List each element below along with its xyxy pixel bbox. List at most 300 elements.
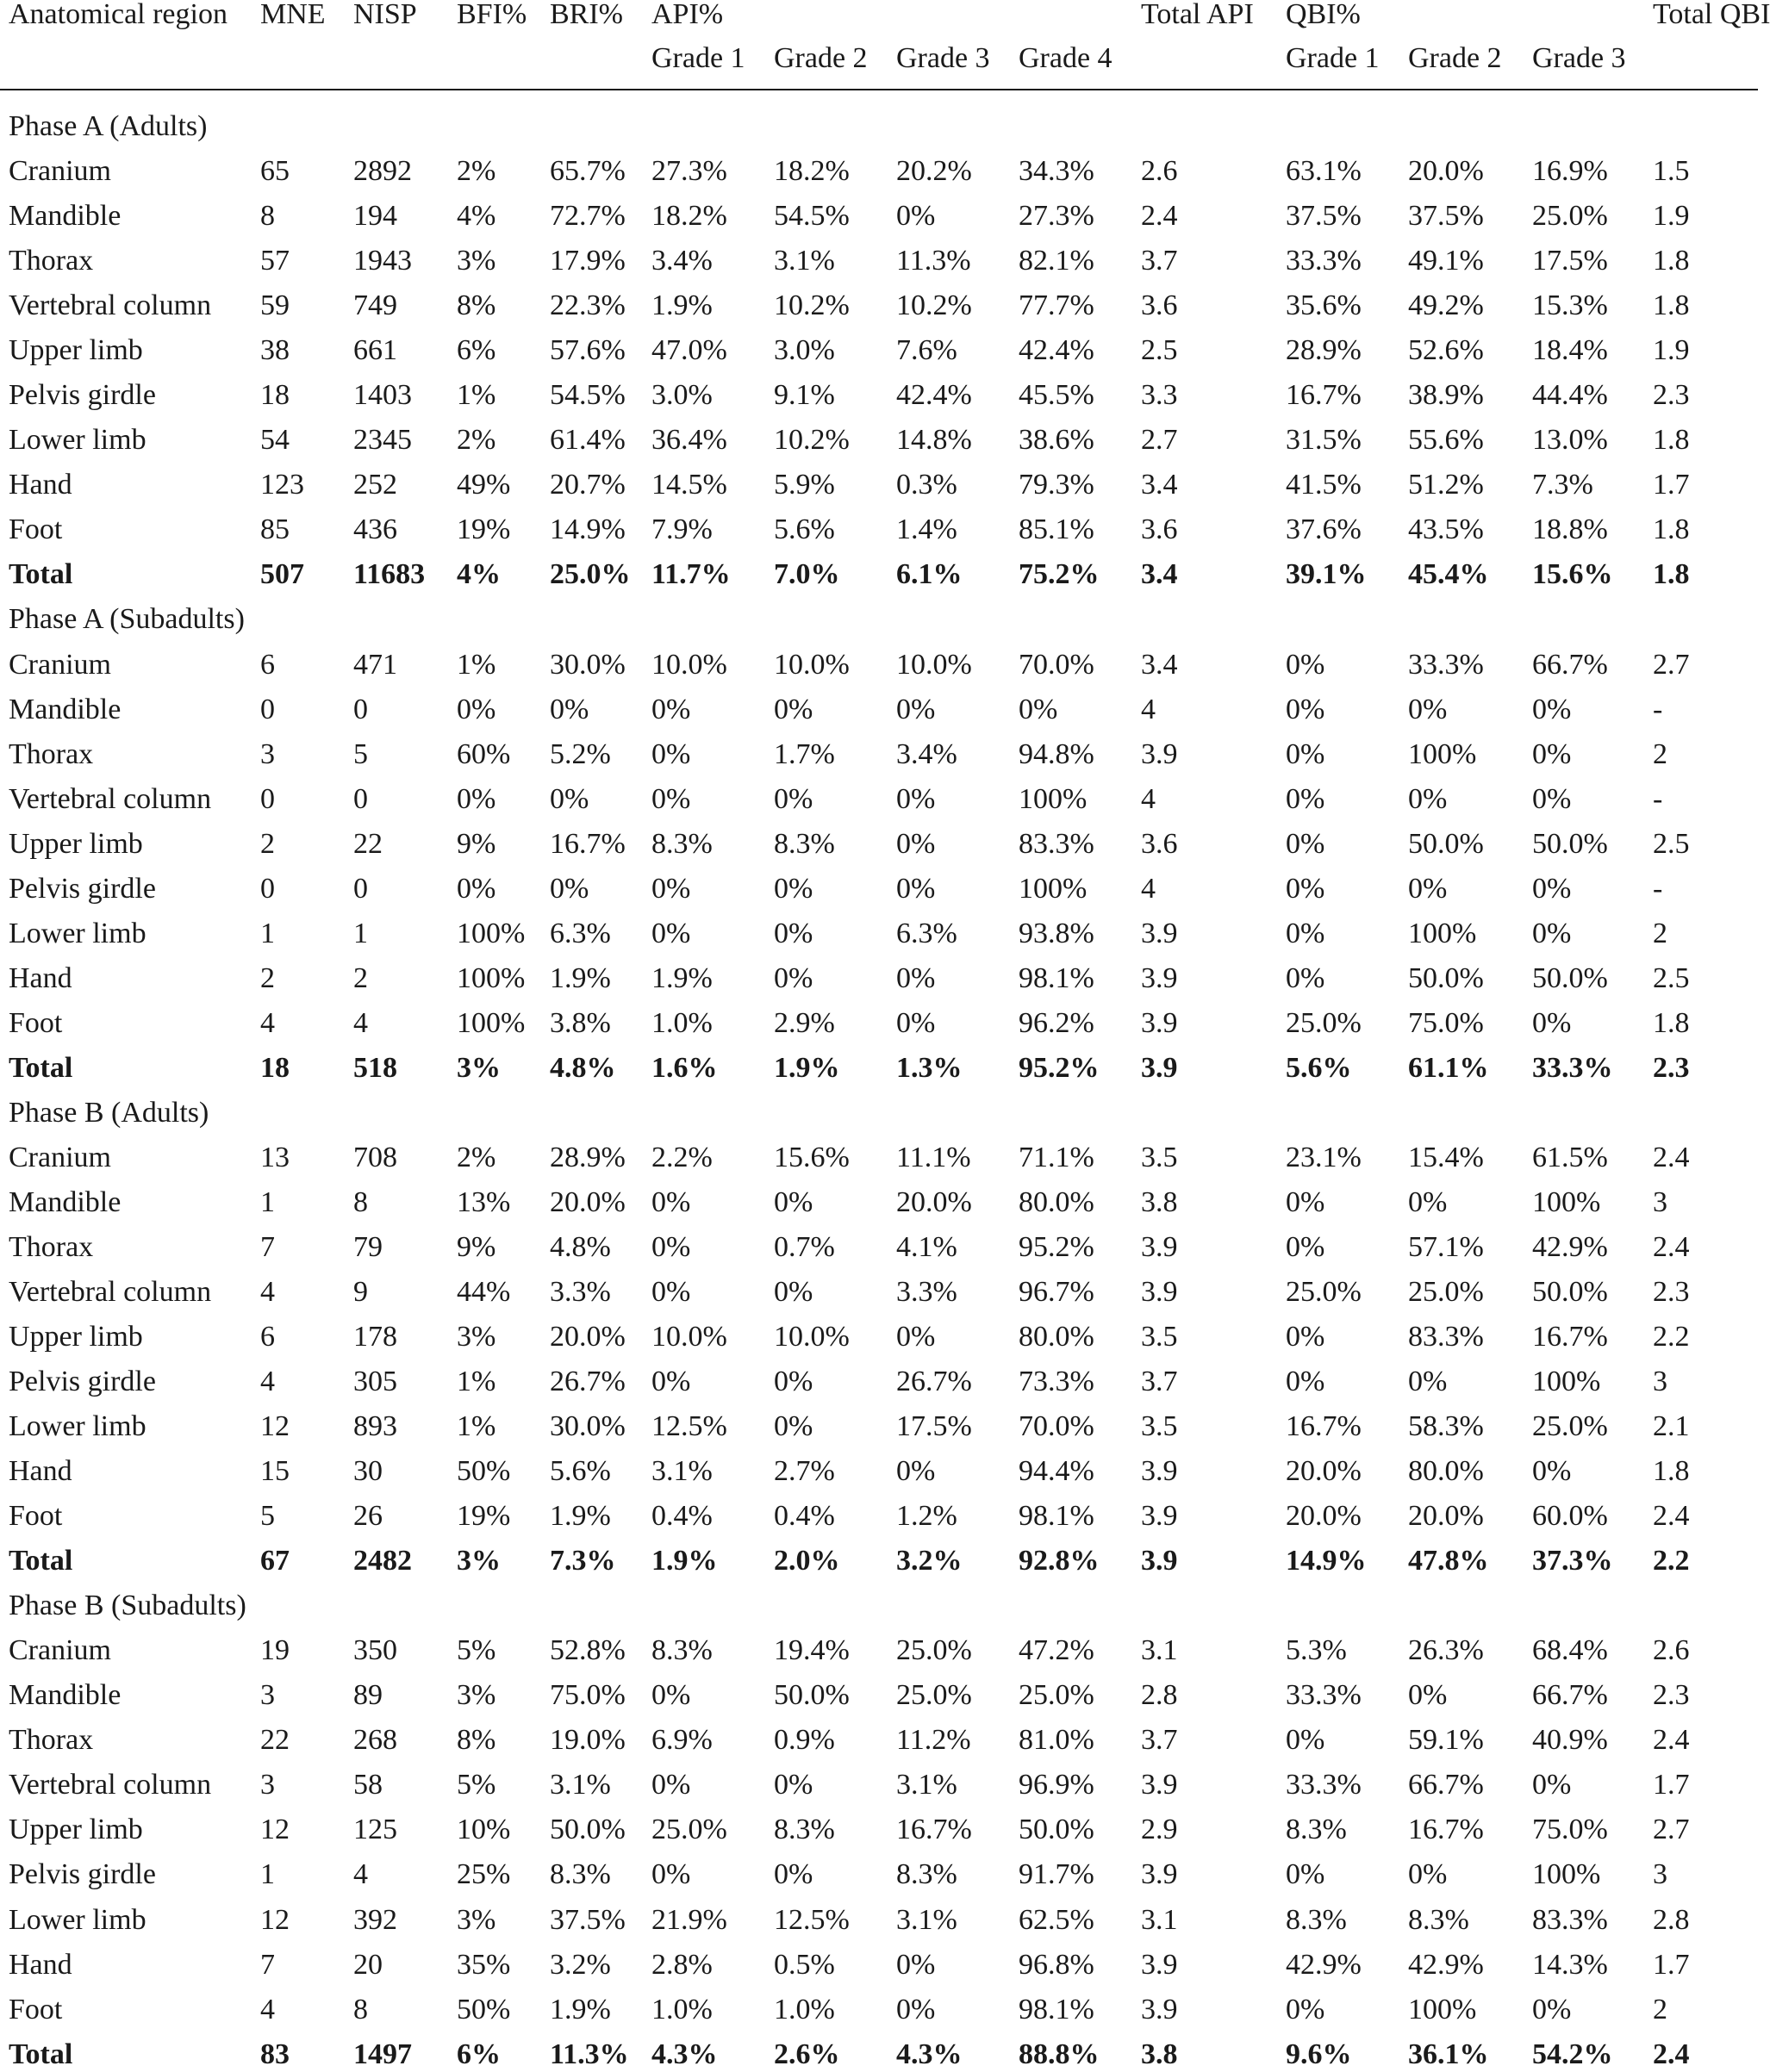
- total-cell: 4%: [457, 558, 501, 591]
- column-subheader: Grade 3: [896, 41, 990, 74]
- table-cell: 2.1: [1653, 1410, 1690, 1443]
- table-cell: 3.1%: [896, 1903, 957, 1936]
- total-cell: 2.4: [1653, 2038, 1690, 2070]
- table-cell: 50%: [457, 1455, 511, 1488]
- table-cell: 98.1%: [1019, 1993, 1094, 2025]
- table-cell: 0%: [1286, 1858, 1325, 1891]
- total-cell: 1.8: [1653, 558, 1690, 591]
- table-cell: 77.7%: [1019, 289, 1094, 322]
- table-cell: 73.3%: [1019, 1366, 1094, 1398]
- table-cell: 0%: [1532, 737, 1572, 770]
- table-cell: 6%: [457, 334, 496, 367]
- table-cell: 11.1%: [896, 1141, 971, 1173]
- table-cell: 100%: [1408, 917, 1477, 949]
- table-cell: 392: [353, 1903, 397, 1936]
- column-header: Anatomical region: [9, 0, 227, 31]
- table-cell: 96.2%: [1019, 1006, 1094, 1039]
- table-cell: 45.5%: [1019, 379, 1094, 412]
- row-label: Pelvis girdle: [9, 1366, 156, 1398]
- table-cell: 2.4: [1653, 1230, 1690, 1263]
- table-cell: 3.5: [1141, 1321, 1178, 1353]
- total-cell: 2.6%: [774, 2038, 840, 2070]
- table-cell: 893: [353, 1410, 397, 1443]
- table-cell: 47.0%: [651, 334, 727, 367]
- table-cell: 20.0%: [550, 1321, 626, 1353]
- table-cell: 1.9%: [550, 961, 611, 994]
- row-label: Hand: [9, 1948, 72, 1981]
- table-cell: 42.9%: [1286, 1948, 1362, 1981]
- table-cell: 54.5%: [774, 200, 850, 233]
- table-cell: 1.0%: [651, 1993, 713, 2025]
- table-cell: 2.6: [1141, 155, 1178, 188]
- table-cell: 60%: [457, 737, 511, 770]
- table-cell: 47.2%: [1019, 1634, 1094, 1667]
- table-cell: 100%: [457, 961, 526, 994]
- table-cell: 2%: [457, 424, 496, 457]
- row-label: Lower limb: [9, 1410, 146, 1443]
- table-cell: 3.1%: [774, 245, 835, 277]
- table-cell: 14.8%: [896, 424, 972, 457]
- total-cell: 95.2%: [1019, 1051, 1100, 1084]
- table-cell: 19.0%: [550, 1724, 626, 1757]
- column-header: Total API: [1141, 0, 1254, 31]
- table-cell: 25.0%: [1532, 1410, 1608, 1443]
- table-cell: 0%: [550, 693, 589, 725]
- table-cell: 0.4%: [651, 1500, 713, 1533]
- table-cell: 66.7%: [1408, 1769, 1484, 1801]
- table-cell: 3.9: [1141, 917, 1178, 949]
- table-cell: 0%: [550, 782, 589, 815]
- table-cell: 1943: [353, 245, 412, 277]
- table-cell: 3.1: [1141, 1634, 1178, 1667]
- total-cell: 1497: [353, 2038, 412, 2070]
- section-title: Phase A (Adults): [9, 110, 208, 143]
- table-cell: 0%: [896, 1321, 936, 1353]
- table-cell: 61.5%: [1532, 1141, 1608, 1173]
- table-cell: 13: [260, 1141, 290, 1173]
- table-cell: 26: [353, 1500, 383, 1533]
- table-cell: 0%: [774, 1769, 813, 1801]
- row-label: Pelvis girdle: [9, 872, 156, 905]
- table-cell: 52.6%: [1408, 334, 1484, 367]
- table-cell: 10.0%: [774, 1321, 850, 1353]
- table-cell: 79: [353, 1230, 383, 1263]
- table-cell: 1.9%: [651, 961, 713, 994]
- table-cell: 0%: [896, 1455, 936, 1488]
- total-cell: 3.4: [1141, 558, 1178, 591]
- table-cell: 3.5: [1141, 1410, 1178, 1443]
- table-cell: 2%: [457, 1141, 496, 1173]
- table-cell: 350: [353, 1634, 397, 1667]
- column-header: API%: [651, 0, 724, 31]
- total-cell: 3%: [457, 1051, 501, 1084]
- table-cell: 52.8%: [550, 1634, 626, 1667]
- table-cell: 0%: [896, 827, 936, 860]
- table-cell: 27.3%: [651, 155, 727, 188]
- table-cell: 42.4%: [1019, 334, 1094, 367]
- table-cell: 7.6%: [896, 334, 957, 367]
- total-cell: 15.6%: [1532, 558, 1613, 591]
- table-cell: 85: [260, 513, 290, 546]
- table-cell: 2.4: [1653, 1724, 1690, 1757]
- table-cell: 0%: [1286, 1724, 1325, 1757]
- column-subheader: Grade 4: [1019, 41, 1112, 74]
- table-cell: 51.2%: [1408, 469, 1484, 501]
- table-cell: 3.9: [1141, 1500, 1178, 1533]
- table-cell: 20.0%: [896, 1185, 972, 1218]
- table-cell: 0%: [1532, 1455, 1572, 1488]
- row-label: Mandible: [9, 1185, 122, 1218]
- table-cell: 3.4%: [651, 245, 713, 277]
- table-cell: 0%: [1408, 1679, 1448, 1712]
- table-cell: 4: [260, 1993, 275, 2025]
- table-cell: 17.5%: [1532, 245, 1608, 277]
- table-cell: 14.9%: [550, 513, 626, 546]
- column-header: QBI%: [1286, 0, 1361, 31]
- table-cell: 0: [353, 782, 368, 815]
- table-cell: 3.9: [1141, 1858, 1178, 1891]
- table-cell: 7: [260, 1948, 275, 1981]
- table-cell: 2.7%: [774, 1455, 835, 1488]
- table-cell: 2: [260, 961, 275, 994]
- table-cell: 0%: [1532, 1006, 1572, 1039]
- table-cell: 20.2%: [896, 155, 972, 188]
- table-cell: 9: [353, 1276, 368, 1309]
- table-cell: 1%: [457, 648, 496, 681]
- table-cell: 19.4%: [774, 1634, 850, 1667]
- row-label: Hand: [9, 469, 72, 501]
- total-cell: 3.9: [1141, 1545, 1178, 1577]
- table-cell: 1.9%: [651, 289, 713, 322]
- row-label: Thorax: [9, 737, 94, 770]
- table-cell: 5.6%: [774, 513, 835, 546]
- row-label: Thorax: [9, 1230, 94, 1263]
- table-cell: 2.6: [1653, 1634, 1690, 1667]
- table-cell: 0%: [774, 1276, 813, 1309]
- table-cell: 8%: [457, 289, 496, 322]
- table-cell: 50.0%: [1532, 961, 1608, 994]
- table-cell: 16.7%: [1286, 379, 1362, 412]
- table-cell: 0%: [651, 737, 691, 770]
- table-cell: 2.8%: [651, 1948, 713, 1981]
- table-cell: 100%: [1019, 782, 1088, 815]
- table-cell: 50.0%: [550, 1814, 626, 1846]
- table-cell: 50.0%: [774, 1679, 850, 1712]
- table-cell: 79.3%: [1019, 469, 1094, 501]
- table-cell: 0%: [1408, 1185, 1448, 1218]
- table-cell: 0%: [1408, 1366, 1448, 1398]
- table-cell: 3.1%: [651, 1455, 713, 1488]
- table-cell: 3.7: [1141, 245, 1178, 277]
- table-cell: 8.3%: [550, 1858, 611, 1891]
- table-cell: 0%: [896, 961, 936, 994]
- table-cell: 0%: [1286, 648, 1325, 681]
- table-cell: 5.2%: [550, 737, 611, 770]
- table-cell: 1.8: [1653, 513, 1690, 546]
- row-label: Thorax: [9, 1724, 94, 1757]
- table-cell: 30: [353, 1455, 383, 1488]
- table-cell: 0.4%: [774, 1500, 835, 1533]
- table-cell: 54.5%: [550, 379, 626, 412]
- table-cell: 10.0%: [651, 648, 727, 681]
- table-cell: 0: [353, 693, 368, 725]
- total-cell: 518: [353, 1051, 397, 1084]
- table-cell: 1: [353, 917, 368, 949]
- section-title: Phase B (Subadults): [9, 1590, 246, 1622]
- table-cell: 16.7%: [1408, 1814, 1484, 1846]
- table-cell: 2.5: [1653, 961, 1690, 994]
- table-cell: -: [1653, 693, 1663, 725]
- table-cell: 4: [1141, 693, 1156, 725]
- table-cell: 50.0%: [1019, 1814, 1094, 1846]
- table-cell: 3.9: [1141, 737, 1178, 770]
- table-cell: 38.6%: [1019, 424, 1094, 457]
- table-cell: 20.0%: [550, 1185, 626, 1218]
- table-cell: 0%: [1286, 737, 1325, 770]
- table-cell: 6.9%: [651, 1724, 713, 1757]
- table-cell: 15.3%: [1532, 289, 1608, 322]
- table-cell: 25.0%: [1286, 1006, 1362, 1039]
- table-cell: 1.4%: [896, 513, 957, 546]
- total-cell: 3.8: [1141, 2038, 1178, 2070]
- total-cell: 9.6%: [1286, 2038, 1352, 2070]
- table-cell: 8.3%: [651, 827, 713, 860]
- table-cell: 20: [353, 1948, 383, 1981]
- table-cell: 268: [353, 1724, 397, 1757]
- table-cell: 100%: [1532, 1185, 1601, 1218]
- table-cell: 19%: [457, 513, 511, 546]
- table-cell: 63.1%: [1286, 155, 1362, 188]
- row-label: Cranium: [9, 648, 111, 681]
- row-label: Foot: [9, 1006, 63, 1039]
- table-cell: 0%: [1019, 693, 1058, 725]
- row-label: Foot: [9, 1993, 63, 2025]
- table-cell: 21.9%: [651, 1903, 727, 1936]
- table-cell: 0%: [457, 693, 496, 725]
- table-cell: 61.4%: [550, 424, 626, 457]
- table-cell: 0%: [896, 872, 936, 905]
- total-cell: 1.9%: [774, 1051, 840, 1084]
- table-cell: 94.8%: [1019, 737, 1094, 770]
- table-cell: 57: [260, 245, 290, 277]
- table-cell: 82.1%: [1019, 245, 1094, 277]
- table-cell: 2.3: [1653, 379, 1690, 412]
- table-cell: 20.0%: [1408, 155, 1484, 188]
- table-cell: 0: [260, 872, 275, 905]
- total-cell: 11.7%: [651, 558, 731, 591]
- table-cell: 75.0%: [1532, 1814, 1608, 1846]
- table-cell: 18.2%: [774, 155, 850, 188]
- table-cell: 0%: [1286, 961, 1325, 994]
- table-cell: 100%: [1408, 737, 1477, 770]
- table-cell: 3.8%: [550, 1006, 611, 1039]
- table-cell: 18.2%: [651, 200, 727, 233]
- table-cell: 1.8: [1653, 1455, 1690, 1488]
- table-cell: 50.0%: [1532, 827, 1608, 860]
- table-cell: 0: [260, 782, 275, 815]
- table-cell: 5.9%: [774, 469, 835, 501]
- table-cell: 3.9: [1141, 1006, 1178, 1039]
- table-cell: 16.9%: [1532, 155, 1608, 188]
- table-cell: 22: [260, 1724, 290, 1757]
- total-cell: 67: [260, 1545, 290, 1577]
- table-cell: 10.0%: [774, 648, 850, 681]
- table-cell: 3.9: [1141, 961, 1178, 994]
- table-cell: 6.3%: [550, 917, 611, 949]
- table-cell: 10%: [457, 1814, 511, 1846]
- table-cell: 98.1%: [1019, 1500, 1094, 1533]
- table-cell: 30.0%: [550, 648, 626, 681]
- table-cell: 85.1%: [1019, 513, 1094, 546]
- table-cell: 252: [353, 469, 397, 501]
- table-cell: 33.3%: [1286, 245, 1362, 277]
- row-label: Mandible: [9, 200, 122, 233]
- column-subheader: Grade 1: [1286, 41, 1380, 74]
- total-cell: 61.1%: [1408, 1051, 1489, 1084]
- row-label: Mandible: [9, 693, 122, 725]
- table-cell: 83.3%: [1019, 827, 1094, 860]
- table-cell: 4.1%: [896, 1230, 957, 1263]
- table-cell: 0%: [651, 782, 691, 815]
- column-subheader: Grade 1: [651, 41, 745, 74]
- table-cell: 0%: [896, 1006, 936, 1039]
- total-cell: 3%: [457, 1545, 501, 1577]
- table-cell: 1.9%: [550, 1993, 611, 2025]
- table-cell: 2345: [353, 424, 412, 457]
- table-cell: 7: [260, 1230, 275, 1263]
- row-label: Cranium: [9, 155, 111, 188]
- table-cell: 0%: [1408, 872, 1448, 905]
- total-cell: 14.9%: [1286, 1545, 1367, 1577]
- total-cell: 7.3%: [550, 1545, 616, 1577]
- table-cell: 0%: [896, 693, 936, 725]
- table-cell: 28.9%: [550, 1141, 626, 1173]
- table-cell: 8.3%: [1286, 1903, 1347, 1936]
- table-cell: 93.8%: [1019, 917, 1094, 949]
- table-cell: 3.3%: [896, 1276, 957, 1309]
- table-cell: 14.3%: [1532, 1948, 1608, 1981]
- table-cell: 9.1%: [774, 379, 835, 412]
- table-cell: 2.5: [1141, 334, 1178, 367]
- total-cell: 11.3%: [550, 2038, 629, 2070]
- table-cell: 1.0%: [651, 1006, 713, 1039]
- table-cell: 10.2%: [774, 424, 850, 457]
- table-cell: 98.1%: [1019, 961, 1094, 994]
- table-cell: 0%: [651, 1679, 691, 1712]
- table-cell: 471: [353, 648, 397, 681]
- table-cell: 3.3%: [550, 1276, 611, 1309]
- table-cell: 2: [1653, 917, 1667, 949]
- table-cell: 71.1%: [1019, 1141, 1094, 1173]
- table-cell: 749: [353, 289, 397, 322]
- table-cell: 3: [260, 1679, 275, 1712]
- table-cell: 55.6%: [1408, 424, 1484, 457]
- table-cell: 26.7%: [896, 1366, 972, 1398]
- table-cell: 0%: [651, 917, 691, 949]
- table-cell: 25.0%: [896, 1679, 972, 1712]
- table-cell: 5: [353, 737, 368, 770]
- table-cell: 2.3: [1653, 1276, 1690, 1309]
- table-cell: 3.1%: [896, 1769, 957, 1801]
- table-cell: 37.5%: [1408, 200, 1484, 233]
- table-cell: 2.2%: [651, 1141, 713, 1173]
- table-cell: 0: [260, 693, 275, 725]
- table-cell: 13%: [457, 1185, 511, 1218]
- table-cell: 2.8: [1141, 1679, 1178, 1712]
- table-cell: 4: [1141, 872, 1156, 905]
- table-cell: 1.9: [1653, 200, 1690, 233]
- table-cell: 37.6%: [1286, 513, 1362, 546]
- table-cell: 41.5%: [1286, 469, 1362, 501]
- table-cell: 123: [260, 469, 304, 501]
- total-cell: 1.9%: [651, 1545, 718, 1577]
- table-cell: 30.0%: [550, 1410, 626, 1443]
- total-cell: 4.3%: [896, 2038, 963, 2070]
- table-cell: 0.7%: [774, 1230, 835, 1263]
- table-cell: 18: [260, 379, 290, 412]
- table-cell: 125: [353, 1814, 397, 1846]
- table-cell: 8.3%: [1286, 1814, 1347, 1846]
- table-cell: 12: [260, 1903, 290, 1936]
- row-label: Cranium: [9, 1141, 111, 1173]
- table-cell: 18.4%: [1532, 334, 1608, 367]
- table-cell: 7.9%: [651, 513, 713, 546]
- table-cell: 2.7: [1653, 648, 1690, 681]
- table-cell: 66.7%: [1532, 1679, 1608, 1712]
- table-cell: 194: [353, 200, 397, 233]
- total-label: Total: [9, 1545, 73, 1577]
- total-cell: 25.0%: [550, 558, 631, 591]
- table-cell: 49.1%: [1408, 245, 1484, 277]
- total-cell: 4.8%: [550, 1051, 616, 1084]
- table-cell: 80.0%: [1408, 1455, 1484, 1488]
- table-cell: 3.0%: [651, 379, 713, 412]
- table-cell: 0%: [457, 782, 496, 815]
- table-cell: 3.7: [1141, 1724, 1178, 1757]
- table-cell: 50%: [457, 1993, 511, 2025]
- table-cell: 9%: [457, 1230, 496, 1263]
- table-cell: 10.2%: [896, 289, 972, 322]
- table-cell: 1: [260, 1858, 275, 1891]
- table-cell: -: [1653, 872, 1663, 905]
- table-cell: 8: [260, 200, 275, 233]
- table-cell: 3%: [457, 245, 496, 277]
- table-cell: 66.7%: [1532, 648, 1608, 681]
- table-cell: 2.9: [1141, 1814, 1178, 1846]
- table-cell: 0%: [1286, 917, 1325, 949]
- table-cell: 96.9%: [1019, 1769, 1094, 1801]
- table-cell: 3.7: [1141, 1366, 1178, 1398]
- table-cell: 3.9: [1141, 1769, 1178, 1801]
- total-cell: 6.1%: [896, 558, 963, 591]
- table-cell: 20.0%: [1408, 1500, 1484, 1533]
- table-cell: 5: [260, 1500, 275, 1533]
- table-cell: 3.0%: [774, 334, 835, 367]
- table-cell: 95.2%: [1019, 1230, 1094, 1263]
- table-cell: 58.3%: [1408, 1410, 1484, 1443]
- table-cell: 3.8: [1141, 1185, 1178, 1218]
- table-cell: 0%: [1532, 782, 1572, 815]
- table-cell: 3.3: [1141, 379, 1178, 412]
- table-cell: 15.4%: [1408, 1141, 1484, 1173]
- table-cell: 8.3%: [774, 1814, 835, 1846]
- column-header: BFI%: [457, 0, 527, 31]
- table-cell: 0%: [774, 1410, 813, 1443]
- table-cell: 42.9%: [1532, 1230, 1608, 1263]
- table-cell: 5.3%: [1286, 1634, 1347, 1667]
- table-cell: 35.6%: [1286, 289, 1362, 322]
- table-cell: 1%: [457, 379, 496, 412]
